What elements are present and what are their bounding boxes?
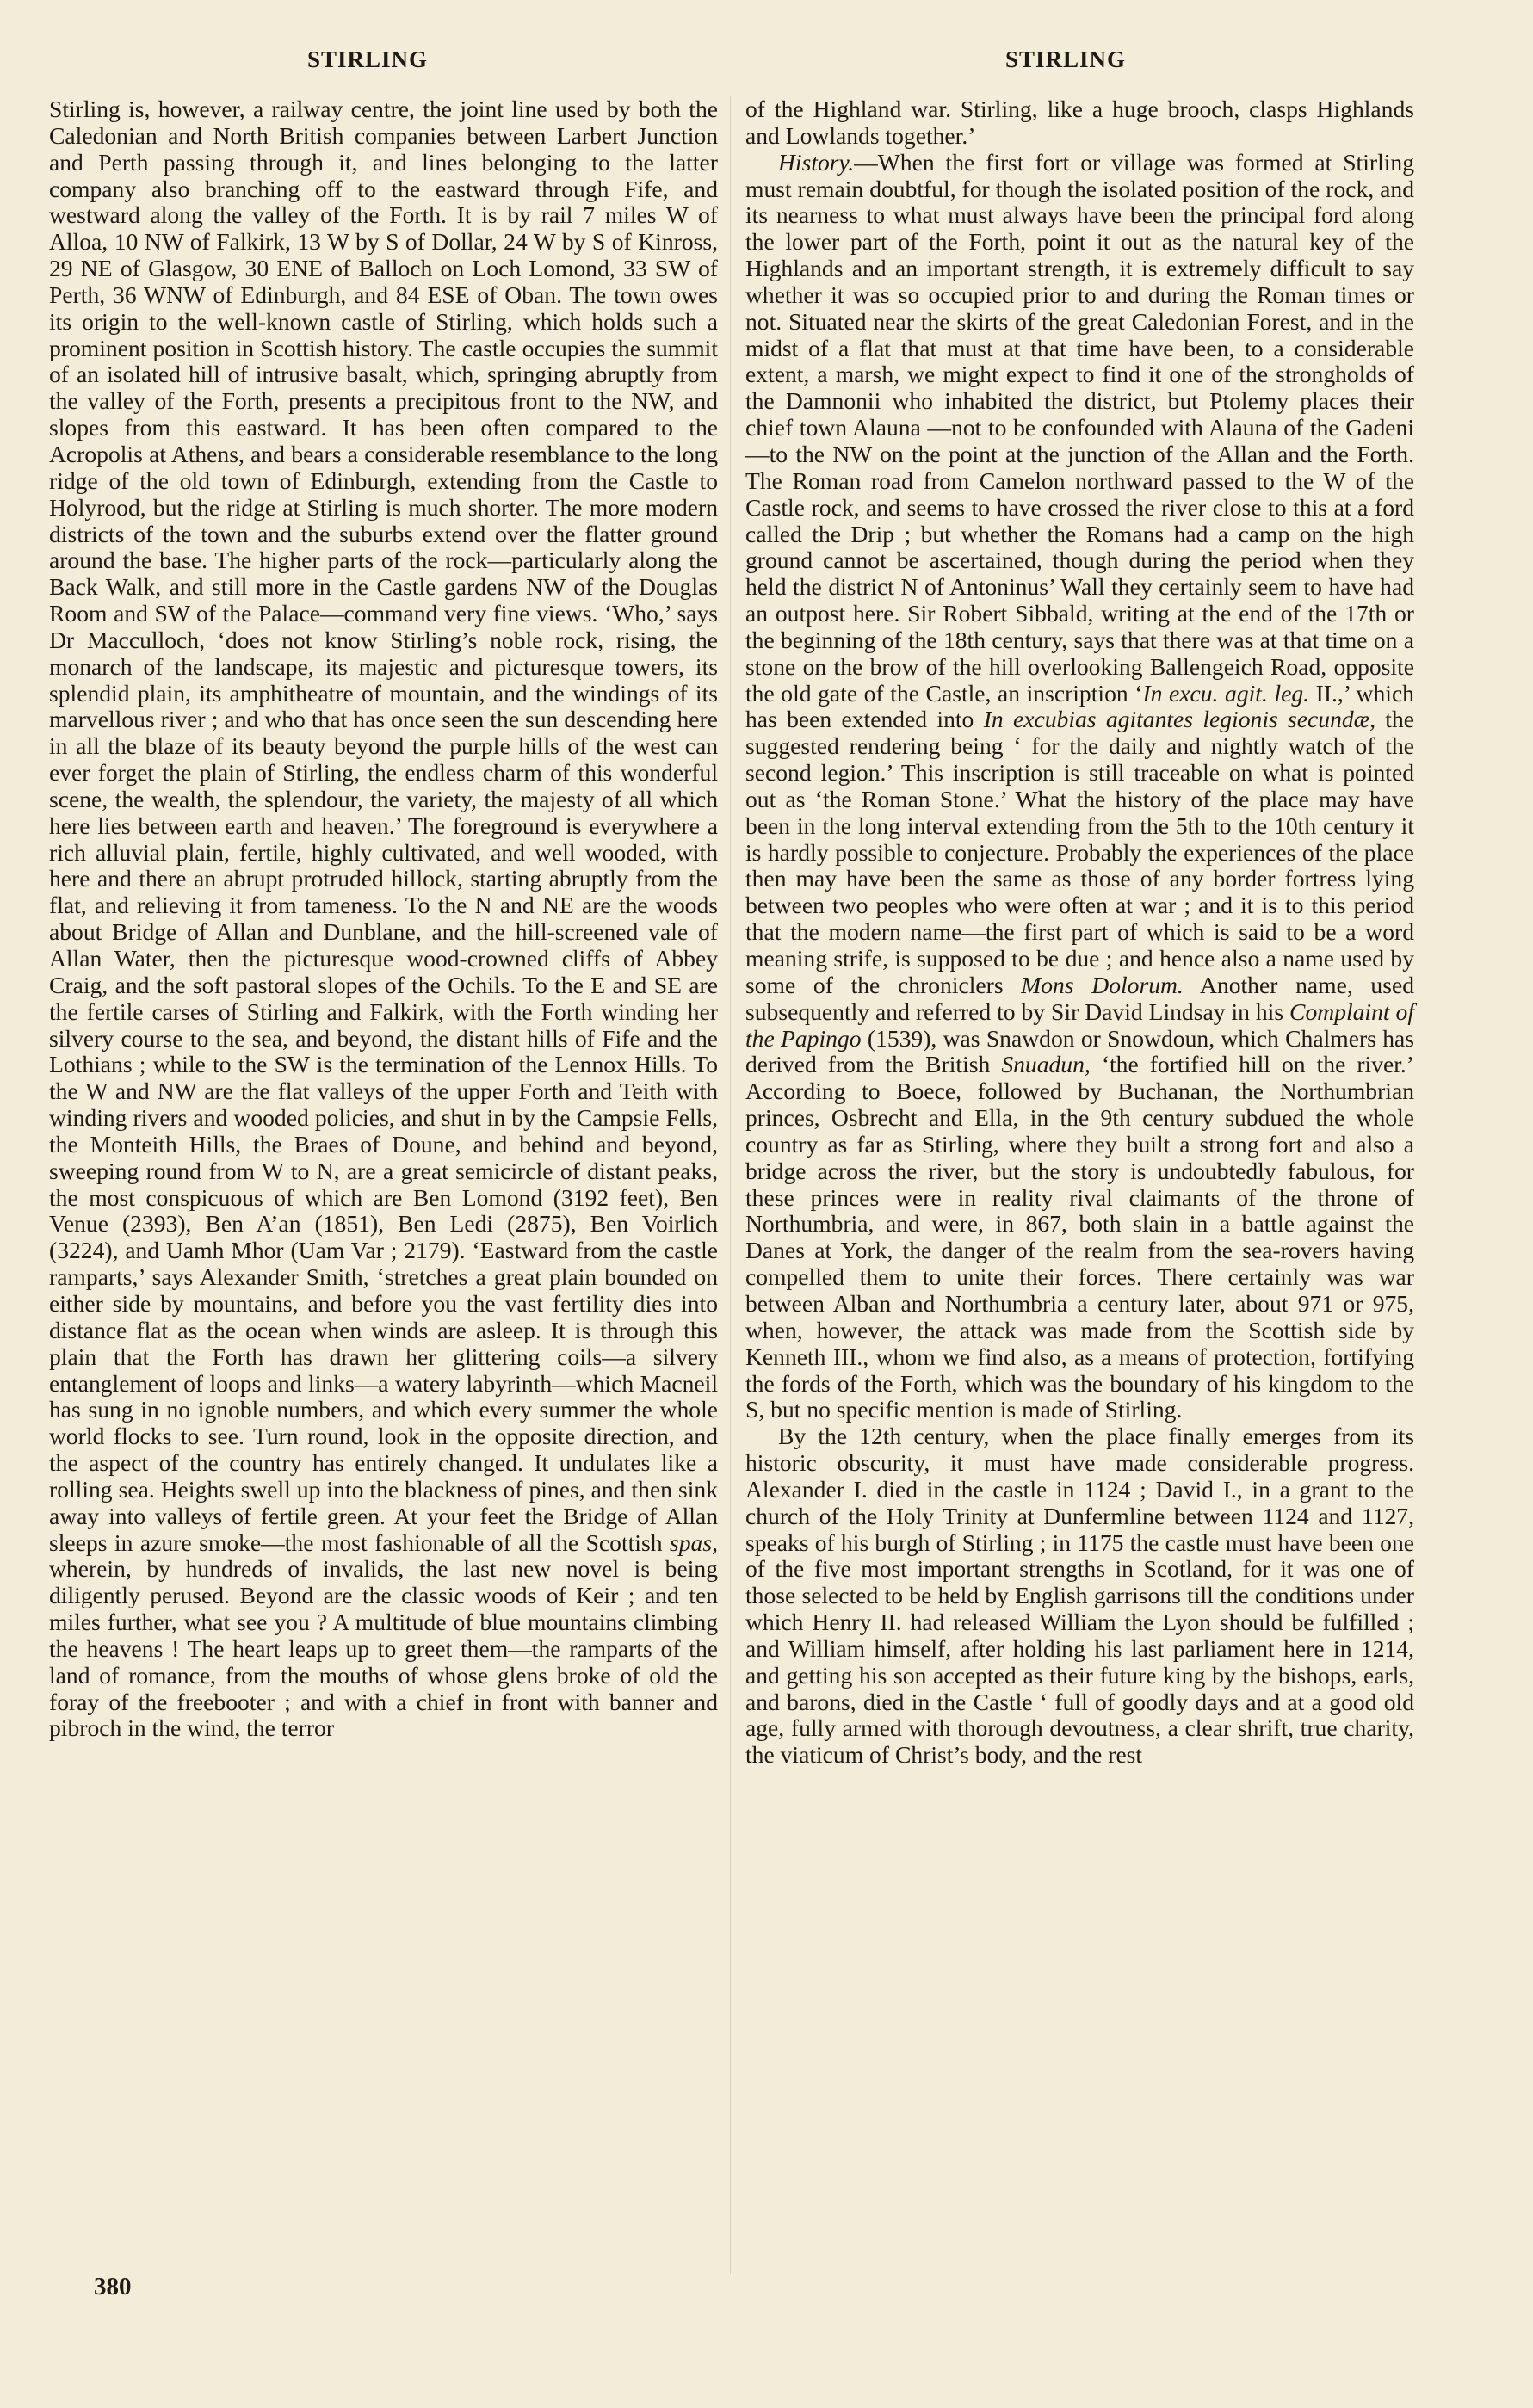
right-column [745,96,1414,1769]
left-text-2: wherein, by hundreds of invalids, the last new novel is being diligently perused. Beyond are the classic woods of Keir ; and ten miles further, what see you ? A multitude of blue mountains climbing the heavens ! The heart leaps up to greet them—the ramparts of the land of romance, from the mouths of whose glens broke of old the foray of the freebooter ; and with a chief in front with banner and pibroch in the wind, the terror [49,1555,718,1742]
left-text-1: Stirling is, however, a railway centre, the joint line used by both the Caledonian and North British companies between Larbert Junction and Perth passing through it, and lines belonging to the latter company also branching off to the eastward through Fife, and westward along the valley of the Forth. It is by rail 7 miles W of Alloa, 10 NW of Falkirk, 13 W by S of Dollar, 24 W by S of Kinross, 29 NE of Glasgow, 30 ENE of Balloch on Loch Lomond, 33 SW of Perth, 36 WNW of Edinburgh, and 84 ESE of Oban. The town owes its origin to the well-known castle of Stirling, which holds such a prominent position in Scottish history. The castle occupies the summit of an isolated hill of intrusive basalt, which, springing abruptly from the valley of the Forth, presents a precipitous front to the NW, and slopes from this eastward. It has been often compared to the Acropolis at Athens, and bears a considerable resemblance to the long ridge of the old town of Edinburgh, extending from the Castle to Holyrood, but the ridge at Stirling is much shorter. The more modern districts of the town and the suburbs extend over the flatter ground around the base. The higher parts of the rock—particularly along the Back Walk, and still more in the Castle gardens NW of the Douglas Room and SW of the Palace—command very fine views. ‘Who,’ says Dr Macculloch, ‘does not know Stirling’s noble rock, rising, the monarch of the landscape, its majestic and picturesque towers, its splendid plain, its amphitheatre of mountain, and the windings of its marvellous river ; and who that has once seen the sun descending here in all the blaze of its beauty beyond the purple hills of the west can ever forget the plain of Stirling, the endless charm of this wonderful scene, the wealth, the splendour, the variety, the majesty of all which here lies between earth and heaven.’ The foreground is everywhere a rich alluvial plain, fertile, highly cultivated, and well wooded, with here and there an abrupt protruded hillock, starting abruptly from the flat, and relieving it from tameness. To the N and NE are the woods about Bridge of Allan and Dunblane, and the hill-screened vale of Allan Water, then the picturesque wood-crowned cliffs of Abbey Craig, and the soft pastoral slopes of the Ochils. To the E and SE are the fertile carses of Stirling and Falkirk, with the Forth winding her silvery course to the sea, and beyond, the distant hills of Fife and the Lothians ; while to the SW is the termination of the Lennox Hills. To the W and NW are the flat valleys of the upper Forth and Teith with winding rivers and wooded policies, and shut in by the Campsie Fells, the Monteith Hills, the Braes of Doune, and behind and beyond, sweeping round from W to N, are a great semicircle of distant peaks, the most conspicuous of which are Ben Lomond (3192 feet), Ben Venue (2393), Ben A’an (1851), Ben Ledi (2875), Ben Voirlich (3224), and Uamh Mhor (Uam Var ; 2179). ‘Eastward from the castle ramparts,’ says Alexander Smith, ‘stretches a great plain bounded on either side by mountains, and before you the vast fertility dies into distance flat as the ocean when winds are asleep. It is through this plain that the Forth has drawn her glittering coils—a silvery entanglement of loops and links—a watery labyrinth—which Macneil has sung in no ignoble numbers, and which every summer the whole world flocks to see. Turn round, look in the opposite direction, and the aspect of the country has entirely changed. It undulates like a rolling sea. Heights swell up into the blackness of pines, and then sink away into valleys of fertile green. At your feet the Bridge of Allan sleeps in azure smoke—the most fashionable of all the Scottish [49,96,718,1556]
history-label: History. [778,148,855,176]
mons-dolorum-italic: Mons Dolorum. [1021,971,1184,998]
page-number: 380 [94,2273,132,2300]
complaint-title-italic: Complaint of the Papingo [745,997,1414,1052]
right-paragraph-1: of the Highland war. Stirling, like a huge brooch, clasps Highlands and Lowlands together.’ [745,96,1414,149]
history-text-4: Another name, used subsequently and referred to by Sir David Lindsay in his [745,971,1415,1025]
running-header-left: STIRLING [307,46,429,72]
history-text-5: (1539), was Snawdon or Snowdoun, which Chalmers has derived from the British [745,1024,1414,1078]
right-paragraph-history [745,150,1414,1424]
extended-inscription-italic: In excubias agitantes legionis secundæ, [983,706,1375,733]
snuadun-italic: Snuadun, [1001,1051,1091,1078]
history-text-1: —When the first fort or village was formed at Stirling must remain doubtful, for though the isolated position of the rock, and its nearness to what must always have been the principal ford along the lower part of the Forth, point it out as the natural key of the Highlands and an important strength, it is extremely difficult to say whether it was so occupied prior to and during the Roman times or not. Situated near the skirts of the great Caledonian Forest, and in the midst of a flat that must at that time have been, to a considerable extent, a marsh, we might expect to find it one of the strongholds of the Damnonii who inhabited the district, but Ptolemy places their chief town Alauna —not to be confounded with Alauna of the Gadeni—to the NW on the point at the junction of the Allan and the Forth. The Roman road from Camelon northward passed to the W of the Castle rock, and seems to have crossed the river close to this at a ford called the Drip ; but whether the Romans had a camp on the high ground cannot be ascertained, though during the period when they held the district N of Antoninus’ Wall they certainly seem to have had an outpost here. Sir Robert Sibbald, writing at the end of the 17th or the beginning of the 18th century, says that there was at that time on a stone on the brow of the hill overlooking Ballengeich Road, opposite the old gate of the Castle, an inscription ‘ [745,148,1414,707]
left-column [49,96,718,1742]
right-paragraph-12th-century: By the 12th century, when the place finally emerges from its historic obscurity, it must have made considerable progress. Alexander I. died in the castle in 1124 ; David I., in a grant to the church of the Holy Trinity at Dunfermline between 1124 and 1127, speaks of his burgh of Stirling ; in 1175 the castle must have been one of the five most important strengths in Scotland, for it was one of those selected to be held by English garrisons till the conditions under which Henry II. had released William the Lyon should be fulfilled ; and William himself, after holding his last parliament here in 1214, and getting his son accepted as their future king by the bishops, earls, and barons, died in the Castle ‘ full of goodly days and at a good old age, fully armed with thorough devoutness, a clear shrift, true charity, the viaticum of Christ’s body, and the rest [745,1423,1414,1769]
history-text-3: the suggested rendering being ‘ for the daily and nightly watch of the second legion.’ This inscription is still traceable on what is pointed out as ‘the Roman Stone.’ What the history of the place may have been in the long interval extending from the 5th to the 10th century it is hardly possible to conjecture. Probably the experiences of the place then may have been the same as those of any border fortress lying between two peoples who were often at war ; and it is to this period that the modern name—the first part of which is said to be a word meaning strife, is supposed to be due ; and hence also a name used by some of the chroniclers [745,706,1414,998]
history-text-6: ‘the fortified hill on the river.’ According to Boece, followed by Buchanan, the Northumbrian princes, Osbrecht and Ella, in the 9th century subdued the whole country as far as Stirling, where they built a strong fort and also a bridge across the river, but the story is undoubtedly fabulous, for these princes were in reality rival claimants of the throne of Northumbria, and were, in 867, both slain in a battle against the Danes at York, the danger of the realm from the sea-rovers having compelled them to unite their forces. There certainly was war between Alban and Northumbria a century later, about 971 or 975, when, however, the attack was made from the Scottish side by Kenneth III., whom we find also, as a means of protection, fortifying the fords of the Forth, which was the boundary of his kingdom to the S, but no specific mention is made of Stirling. [745,1051,1414,1423]
inscription-italic: In excu. agit. leg. [1142,679,1310,707]
history-text-2: II.,’ which has been extended into [745,679,1414,733]
left-italic-spas: spas, [670,1528,718,1556]
left-paragraph [49,96,718,1742]
running-header-right: STIRLING [1005,46,1127,72]
column-divider [730,96,731,2274]
